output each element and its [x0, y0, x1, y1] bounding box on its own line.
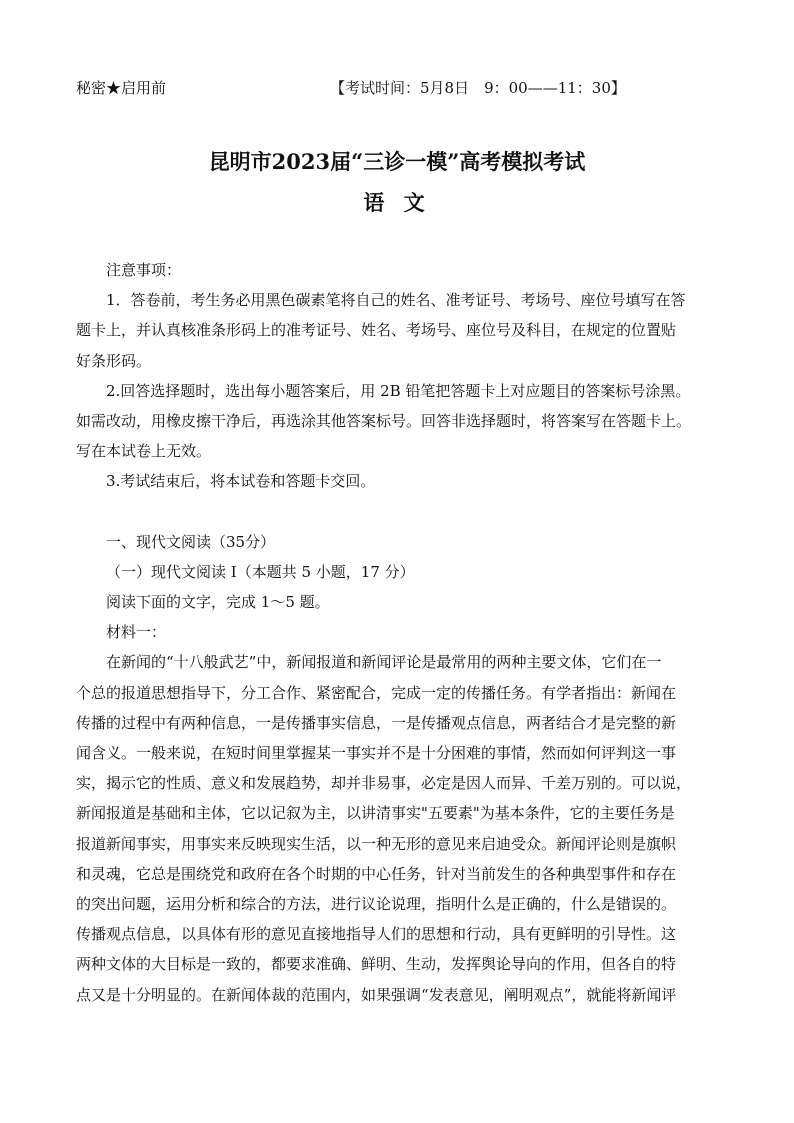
passage-line: 实，揭示它的性质、意义和发展趋势，却并非易事，必定是因人而异、千差万别的。可以说，	[76, 774, 692, 793]
passage-line: 的突出问题，运用分析和综合的方法，进行议论说理，指明什么是正确的，什么是错误的。	[76, 894, 677, 913]
passage-line: 在新闻的“十八般武艺”中，新闻报道和新闻评论是最常用的两种主要文体，它们在一	[106, 653, 662, 672]
notice-line: 1．答卷前，考生务必用黑色碳素笔将自己的姓名、准考证号、考场号、座位号填写在答	[106, 291, 686, 310]
passage-line: 报道新闻事实，用事实来反映现实生活，以一种无形的意见来启迪受众。新闻评论则是旗帜	[76, 834, 677, 853]
exam-time: 【考试时间：5月8日 9：00——11：30】	[330, 79, 626, 97]
passage-line: 传播的过程中有两种信息，一是传播事实信息，一是传播观点信息，两者结合才是完整的新	[76, 713, 677, 732]
subject-title: 语 文	[363, 190, 431, 215]
notice-line: 如需改动，用橡皮擦干净后，再选涂其他答案标号。回答非选择题时，将答案写在答题卡上。	[76, 411, 692, 430]
passage-line: 两种文体的大目标是一致的，都要求准确、鲜明、生动，发挥舆论导向的作用，但各自的特	[76, 955, 677, 974]
notice-line: 3.考试结束后，将本试卷和答题卡交回。	[106, 472, 376, 491]
passage-line: 点又是十分明显的。在新闻体裁的范围内，如果强调“发表意见，阐明观点”，就能将新闻评	[76, 985, 677, 1004]
notice-line: 题卡上，并认真核准条形码上的准考证号、姓名、考场号、座位号及科目，在规定的位置贴	[76, 321, 677, 340]
section-heading: 一、现代文阅读（35分）	[106, 532, 276, 551]
material-label: 材料一：	[106, 623, 167, 642]
document-body	[76, 255, 726, 1010]
passage-line: 个总的报道思想指导下，分工合作、紧密配合，完成一定的传播任务。有学者指出：新闻在	[76, 683, 677, 702]
notice-line: 2.回答选择题时，选出每小题答案后，用 2B 铅笔把答题卡上对应题目的答案标号涂黑。	[106, 381, 691, 400]
passage-line: 闻含义。一般来说，在短时间里掌握某一事实并不是十分困难的事情，然而如何评判这一事	[76, 744, 677, 762]
notice-line: 写在本试卷上无效。	[76, 442, 212, 461]
passage-line: 传播观点信息，以具体有形的意见直接地指导人们的思想和行动，具有更鲜明的引导性。这	[76, 925, 677, 944]
notice-heading: 注意事项：	[106, 261, 182, 279]
exam-title: 昆明市2023届“三诊一模”高考模拟考试	[208, 149, 586, 174]
spacer	[76, 497, 726, 527]
reading-instruction: 阅读下面的文字，完成 1～5 题。	[106, 593, 330, 612]
subsection-heading: （一）现代文阅读 I（本题共 5 小题，17 分）	[106, 562, 415, 581]
confidential-label: 秘密★启用前	[76, 79, 167, 97]
passage-line: 新闻报道是基础和主体，它以记叙为主，以讲清事实"五要素"为基本条件，它的主要任务是	[76, 804, 675, 823]
notice-line: 好条形码。	[76, 351, 152, 370]
passage-line: 和灵魂，它总是围绕党和政府在各个时期的中心任务，针对当前发生的各种典型事件和存在	[76, 864, 677, 883]
